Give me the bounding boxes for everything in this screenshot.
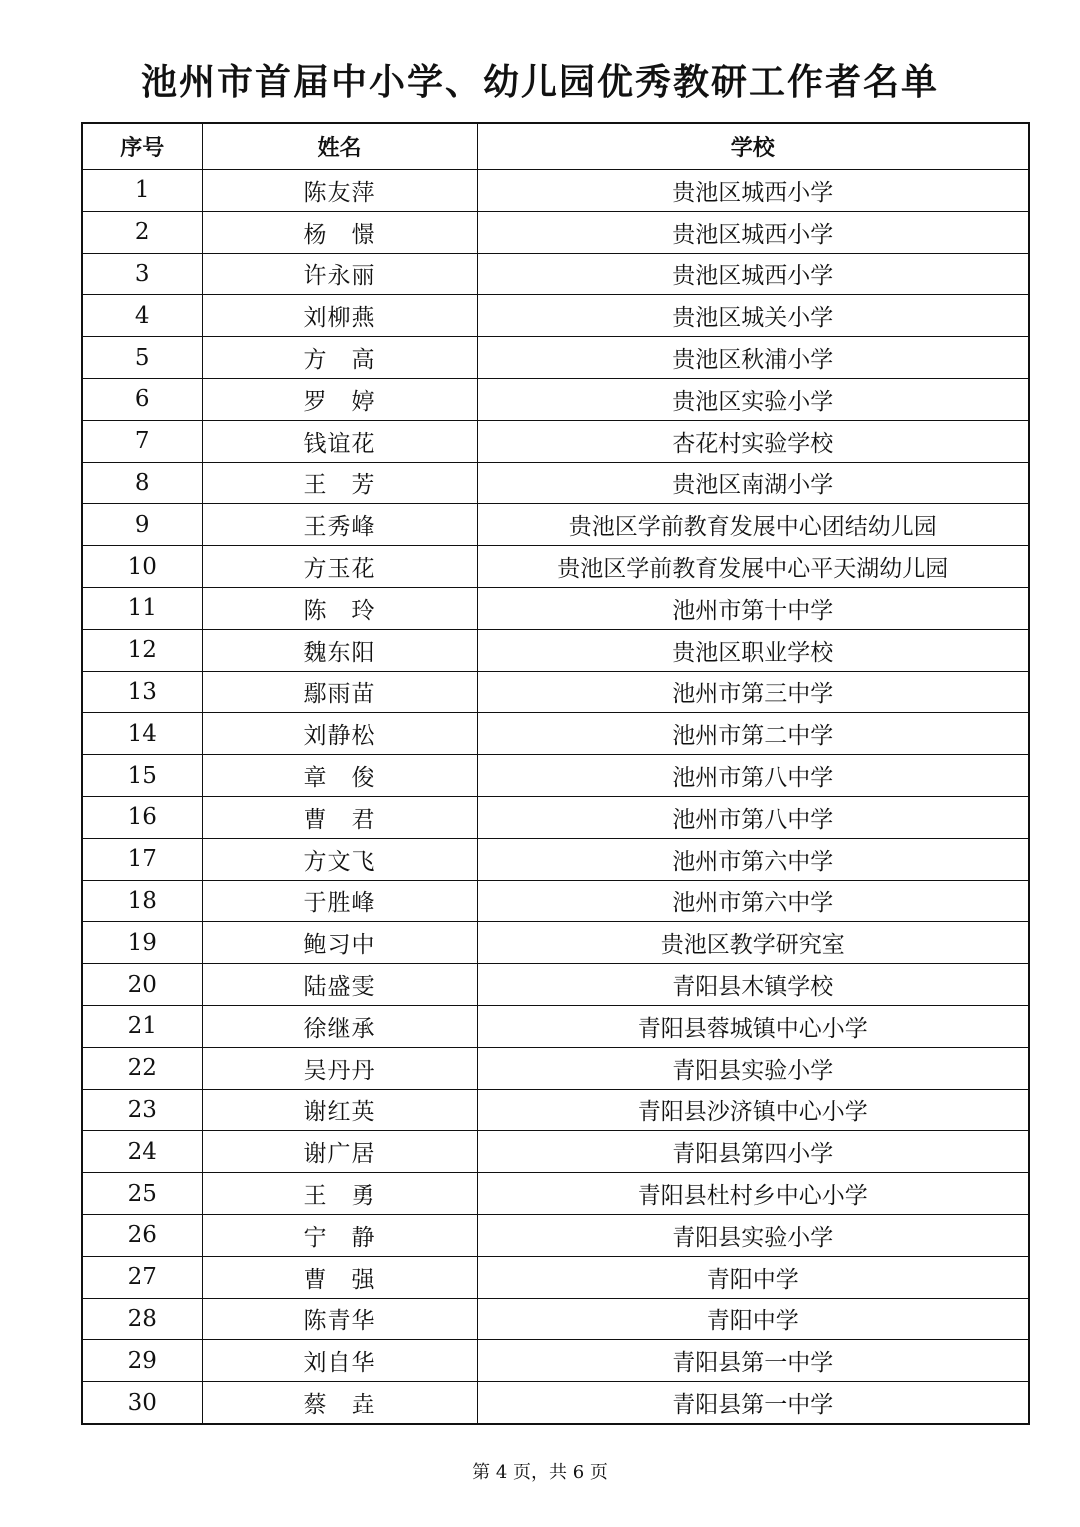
school-cell: 青阳县蓉城镇中心小学: [477, 1005, 1029, 1047]
name-cell: 方文飞: [202, 838, 477, 880]
name-cell: 许永丽: [202, 253, 477, 295]
number-cell: 19: [82, 922, 202, 964]
school-cell: 青阳县第四小学: [477, 1131, 1029, 1173]
table-row: [82, 1173, 1029, 1215]
number-cell: 18: [82, 880, 202, 922]
table-row: [82, 1131, 1029, 1173]
table-row: [82, 922, 1029, 964]
school-cell: 贵池区城西小学: [477, 211, 1029, 253]
table-row: [82, 1089, 1029, 1131]
name-cell: 鄢雨苗: [202, 671, 477, 713]
page-footer: 第 4 页，共 6 页: [472, 1462, 608, 1483]
table-row: [82, 462, 1029, 504]
name-cell: 方 高: [202, 337, 477, 379]
table-row: [82, 1340, 1029, 1382]
name-cell: 魏东阳: [202, 629, 477, 671]
table-row: [82, 1214, 1029, 1256]
name-cell: 宁 静: [202, 1214, 477, 1256]
name-cell: 吴丹丹: [202, 1047, 477, 1089]
number-cell: 26: [82, 1214, 202, 1256]
school-cell: 贵池区实验小学: [477, 378, 1029, 420]
school-cell: 贵池区秋浦小学: [477, 337, 1029, 379]
table-body: [82, 170, 1029, 1424]
table-row: [82, 504, 1029, 546]
table-row: [82, 1256, 1029, 1298]
number-cell: 2: [82, 211, 202, 253]
number-cell: 17: [82, 838, 202, 880]
school-cell: 池州市第十中学: [477, 587, 1029, 629]
school-cell: 青阳中学: [477, 1298, 1029, 1340]
school-cell: 杏花村实验学校: [477, 420, 1029, 462]
table-row: [82, 295, 1029, 337]
name-cell: 王 芳: [202, 462, 477, 504]
school-cell: 贵池区学前教育发展中心团结幼儿园: [477, 504, 1029, 546]
number-cell: 24: [82, 1131, 202, 1173]
name-cell: 曹 强: [202, 1256, 477, 1298]
table-row: [82, 964, 1029, 1006]
name-cell: 杨 憬: [202, 211, 477, 253]
school-cell: 青阳县实验小学: [477, 1047, 1029, 1089]
school-cell: 贵池区教学研究室: [477, 922, 1029, 964]
name-cell: 徐继承: [202, 1005, 477, 1047]
name-cell: 刘柳燕: [202, 295, 477, 337]
school-cell: 青阳县实验小学: [477, 1214, 1029, 1256]
number-cell: 23: [82, 1089, 202, 1131]
name-cell: 陈友萍: [202, 170, 477, 212]
name-cell: 陆盛雯: [202, 964, 477, 1006]
name-cell: 刘自华: [202, 1340, 477, 1382]
table-header-row: [82, 123, 1029, 170]
number-cell: 29: [82, 1340, 202, 1382]
number-cell: 1: [82, 170, 202, 212]
school-cell: 池州市第六中学: [477, 880, 1029, 922]
name-cell: 曹 君: [202, 796, 477, 838]
table-row: [82, 1298, 1029, 1340]
school-cell: 青阳县沙济镇中心小学: [477, 1089, 1029, 1131]
name-cell: 章 俊: [202, 755, 477, 797]
name-cell: 方玉花: [202, 546, 477, 588]
table-row: [82, 170, 1029, 212]
number-cell: 27: [82, 1256, 202, 1298]
number-cell: 3: [82, 253, 202, 295]
name-cell: 蔡 垚: [202, 1382, 477, 1424]
name-cell: 罗 婷: [202, 378, 477, 420]
name-cell: 陈 玲: [202, 587, 477, 629]
number-cell: 4: [82, 295, 202, 337]
number-cell: 6: [82, 378, 202, 420]
school-cell: 贵池区城关小学: [477, 295, 1029, 337]
name-cell: 陈青华: [202, 1298, 477, 1340]
page-title: 池州市首届中小学、幼儿园优秀教研工作者名单: [140, 62, 939, 103]
name-cell: 谢红英: [202, 1089, 477, 1131]
number-cell: 20: [82, 964, 202, 1006]
table-row: [82, 755, 1029, 797]
table-row: [82, 796, 1029, 838]
table-row: [82, 253, 1029, 295]
name-cell: 鲍习中: [202, 922, 477, 964]
table-row: [82, 713, 1029, 755]
school-cell: 贵池区城西小学: [477, 253, 1029, 295]
school-cell: 青阳县第一中学: [477, 1340, 1029, 1382]
header-school: 学校: [477, 123, 1029, 170]
name-cell: 钱谊花: [202, 420, 477, 462]
number-cell: 21: [82, 1005, 202, 1047]
table-row: [82, 420, 1029, 462]
number-cell: 11: [82, 587, 202, 629]
school-cell: 青阳县第一中学: [477, 1382, 1029, 1424]
number-cell: 22: [82, 1047, 202, 1089]
table-row: [82, 211, 1029, 253]
school-cell: 青阳中学: [477, 1256, 1029, 1298]
school-cell: 青阳县杜村乡中心小学: [477, 1173, 1029, 1215]
number-cell: 30: [82, 1382, 202, 1424]
number-cell: 8: [82, 462, 202, 504]
table-row: [82, 546, 1029, 588]
name-cell: 刘静松: [202, 713, 477, 755]
school-cell: 池州市第六中学: [477, 838, 1029, 880]
number-cell: 12: [82, 629, 202, 671]
school-cell: 贵池区南湖小学: [477, 462, 1029, 504]
table-row: [82, 378, 1029, 420]
number-cell: 15: [82, 755, 202, 797]
table-row: [82, 838, 1029, 880]
school-cell: 贵池区职业学校: [477, 629, 1029, 671]
header-number: 序号: [82, 123, 202, 170]
school-cell: 青阳县木镇学校: [477, 964, 1029, 1006]
school-cell: 池州市第八中学: [477, 796, 1029, 838]
table-row: [82, 337, 1029, 379]
school-cell: 池州市第三中学: [477, 671, 1029, 713]
table-row: [82, 587, 1029, 629]
header-name: 姓名: [202, 123, 477, 170]
name-cell: 王秀峰: [202, 504, 477, 546]
number-cell: 7: [82, 420, 202, 462]
number-cell: 28: [82, 1298, 202, 1340]
table-row: [82, 629, 1029, 671]
school-cell: 贵池区城西小学: [477, 170, 1029, 212]
number-cell: 14: [82, 713, 202, 755]
number-cell: 9: [82, 504, 202, 546]
number-cell: 13: [82, 671, 202, 713]
name-cell: 于胜峰: [202, 880, 477, 922]
school-cell: 池州市第八中学: [477, 755, 1029, 797]
number-cell: 16: [82, 796, 202, 838]
school-cell: 贵池区学前教育发展中心平天湖幼儿园: [477, 546, 1029, 588]
table-row: [82, 1047, 1029, 1089]
name-cell: 谢广居: [202, 1131, 477, 1173]
number-cell: 10: [82, 546, 202, 588]
number-cell: 5: [82, 337, 202, 379]
name-cell: 王 勇: [202, 1173, 477, 1215]
school-cell: 池州市第二中学: [477, 713, 1029, 755]
table-row: [82, 880, 1029, 922]
table-row: [82, 671, 1029, 713]
roster-table: [81, 122, 1030, 1425]
number-cell: 25: [82, 1173, 202, 1215]
table-row: [82, 1005, 1029, 1047]
table-row: [82, 1382, 1029, 1424]
